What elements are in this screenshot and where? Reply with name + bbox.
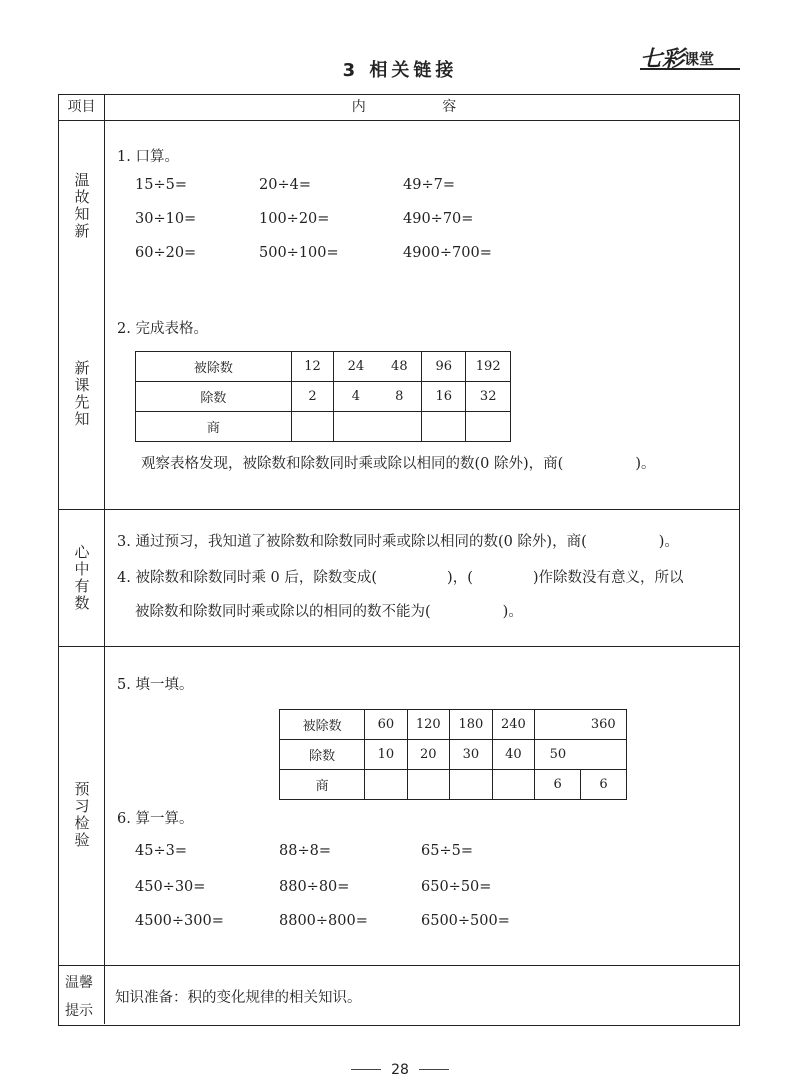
q2-table bbox=[135, 351, 511, 442]
q6-item: 4500÷300= bbox=[135, 913, 224, 929]
table-row bbox=[280, 740, 627, 770]
answer-cell[interactable] bbox=[535, 710, 581, 740]
q4-part: )作除数没有意义，所以 bbox=[532, 570, 684, 586]
q4-line1 bbox=[117, 566, 684, 587]
section-label-cell bbox=[59, 647, 105, 965]
answer-cell[interactable] bbox=[334, 412, 422, 442]
table-row bbox=[136, 412, 511, 442]
answer-cell[interactable] bbox=[365, 770, 407, 800]
brand-underline bbox=[640, 68, 740, 70]
q2-title: 2. 完成表格。 bbox=[117, 321, 208, 337]
q6-item: 8800÷800= bbox=[279, 913, 368, 929]
table-cell: 30 bbox=[450, 740, 493, 770]
row-label: 除数 bbox=[280, 740, 365, 770]
section-label-mind: 心中有数 bbox=[72, 544, 91, 612]
section-label-tip-2: 提示 bbox=[65, 1003, 93, 1019]
q1-item: 60÷20= bbox=[135, 245, 197, 261]
section-label-cell bbox=[59, 966, 105, 1024]
q1-item: 100÷20= bbox=[259, 211, 330, 227]
brand-logo-main: 七彩 bbox=[640, 47, 685, 72]
page-title: 3 相关链接 bbox=[342, 60, 458, 81]
table-cell: 60 bbox=[365, 710, 407, 740]
section-label-check: 预习检验 bbox=[72, 781, 91, 849]
answer-cell[interactable] bbox=[580, 740, 626, 770]
q6-title: 6. 算一算。 bbox=[117, 811, 194, 827]
table-cell: 8 bbox=[378, 382, 422, 412]
section-label-cell bbox=[59, 510, 105, 646]
q6-item: 880÷80= bbox=[279, 879, 350, 895]
table-cell: 6 bbox=[580, 770, 626, 800]
q1-item: 490÷70= bbox=[403, 211, 474, 227]
page-footer bbox=[0, 1062, 800, 1078]
q4-line2 bbox=[135, 600, 523, 621]
q2-observation-end: )。 bbox=[635, 456, 656, 472]
q1-item: 500÷100= bbox=[259, 245, 339, 261]
q4-part: 4. 被除数和除数同时乘 0 后，除数变成( bbox=[117, 570, 378, 586]
table-cell: 2 bbox=[291, 382, 333, 412]
section-label-review: 温故知新 bbox=[72, 172, 91, 240]
q3-text bbox=[117, 530, 679, 551]
table-row bbox=[136, 352, 511, 382]
q3-sentence: 3. 通过预习，我知道了被除数和除数同时乘或除以相同的数(0 除外)，商( bbox=[117, 534, 587, 550]
q1-item: 15÷5= bbox=[135, 177, 187, 193]
section-label-new: 新课先知 bbox=[72, 360, 91, 428]
q1-item: 30÷10= bbox=[135, 211, 197, 227]
q6-item: 88÷8= bbox=[279, 843, 331, 859]
table-cell: 16 bbox=[422, 382, 466, 412]
table-cell: 12 bbox=[291, 352, 333, 382]
table-cell: 96 bbox=[422, 352, 466, 382]
brand-logo-sub: 课堂 bbox=[684, 50, 715, 68]
answer-cell[interactable] bbox=[450, 770, 493, 800]
table-row bbox=[280, 710, 627, 740]
table-cell: 4 bbox=[334, 382, 378, 412]
table-cell: 24 bbox=[334, 352, 378, 382]
footer-dash bbox=[351, 1069, 381, 1070]
answer-cell[interactable] bbox=[407, 770, 450, 800]
q6-item: 65÷5= bbox=[421, 843, 473, 859]
table-row bbox=[136, 382, 511, 412]
table-cell: 120 bbox=[407, 710, 450, 740]
table-cell: 50 bbox=[535, 740, 581, 770]
column-header-item: 项目 bbox=[59, 95, 105, 120]
brand-logo bbox=[640, 42, 750, 72]
section-review-new bbox=[59, 121, 739, 510]
table-header-row bbox=[59, 95, 739, 121]
table-cell: 48 bbox=[378, 352, 422, 382]
q5-table bbox=[279, 709, 627, 800]
table-row bbox=[280, 770, 627, 800]
row-label: 除数 bbox=[136, 382, 292, 412]
tip-text: 知识准备：积的变化规律的相关知识。 bbox=[115, 990, 362, 1006]
table-cell: 20 bbox=[407, 740, 450, 770]
page-number: 28 bbox=[391, 1062, 409, 1078]
row-label: 被除数 bbox=[280, 710, 365, 740]
q3-sentence-end: )。 bbox=[658, 534, 679, 550]
q6-item: 450÷30= bbox=[135, 879, 206, 895]
footer-dash bbox=[419, 1069, 449, 1070]
q1-item: 20÷4= bbox=[259, 177, 311, 193]
row-label: 商 bbox=[280, 770, 365, 800]
q4-part: 被除数和除数同时乘或除以的相同的数不能为( bbox=[135, 604, 431, 620]
table-cell: 180 bbox=[450, 710, 493, 740]
answer-cell[interactable] bbox=[466, 412, 511, 442]
table-cell: 32 bbox=[466, 382, 511, 412]
table-cell: 240 bbox=[492, 710, 535, 740]
q1-title: 1. 口算。 bbox=[117, 149, 179, 165]
section-label-tip-1: 温馨 bbox=[65, 975, 93, 991]
worksheet-table bbox=[58, 94, 740, 1026]
q6-item: 650÷50= bbox=[421, 879, 492, 895]
section-check bbox=[59, 647, 739, 966]
q1-item: 49÷7= bbox=[403, 177, 455, 193]
answer-cell[interactable] bbox=[291, 412, 333, 442]
q2-observation bbox=[141, 452, 655, 473]
table-cell: 10 bbox=[365, 740, 407, 770]
answer-cell[interactable] bbox=[422, 412, 466, 442]
column-header-content: 内 容 bbox=[351, 99, 493, 115]
q2-observation-text: 观察表格发现，被除数和除数同时乘或除以相同的数(0 除外)，商( bbox=[141, 456, 564, 472]
section-label-cell bbox=[59, 121, 105, 509]
q6-item: 6500÷500= bbox=[421, 913, 510, 929]
section-mind bbox=[59, 510, 739, 647]
q6-item: 45÷3= bbox=[135, 843, 187, 859]
table-cell: 192 bbox=[466, 352, 511, 382]
row-label: 商 bbox=[136, 412, 292, 442]
table-cell: 40 bbox=[492, 740, 535, 770]
q4-part: )，( bbox=[447, 570, 473, 586]
q1-item: 4900÷700= bbox=[403, 245, 492, 261]
section-tip bbox=[59, 966, 739, 1024]
q5-title: 5. 填一填。 bbox=[117, 677, 194, 693]
table-cell: 360 bbox=[580, 710, 626, 740]
row-label: 被除数 bbox=[136, 352, 292, 382]
table-cell: 6 bbox=[535, 770, 581, 800]
q4-part: )。 bbox=[502, 604, 523, 620]
answer-cell[interactable] bbox=[492, 770, 535, 800]
